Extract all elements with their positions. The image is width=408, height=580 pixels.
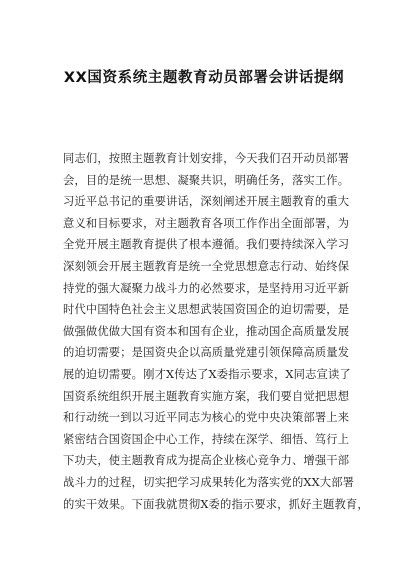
body-line: 下功夫，使主题教育成为提高企业核心竞争力、增强干部 xyxy=(63,454,350,468)
body-line: 展的迫切需要。刚才X传达了X委指示要求，X同志宣读了 xyxy=(63,367,351,381)
body-line: 全党开展主题教育提供了根本遵循。我们要持续深入学习 xyxy=(63,238,350,252)
body-line: 的迫切需要；是国资央企以高质量党建引领保障高质量发 xyxy=(63,346,350,360)
body-line: 持党的强大凝聚力战斗力的必然要求，是坚持用习近平新 xyxy=(63,281,350,295)
body-line: 时代中国特色社会主义思想武装国资国企的迫切需要，是 xyxy=(63,303,350,317)
body-line: 习近平总书记的重要讲话，深刻阐述开展主题教育的重大 xyxy=(63,195,350,209)
body-line: 会，目的是统一思想、凝聚共识，明确任务，落实工作。 xyxy=(63,173,350,187)
body-line: 战斗力的过程，切实把学习成果转化为落实党的XX大部署 xyxy=(63,475,355,489)
body-line: 做强做优做大国有资本和国有企业，推动国企高质量发展 xyxy=(63,324,350,338)
document-body xyxy=(63,148,369,515)
body-line: 紧密结合国资国企中心工作，持续在深学、细悟、笃行上 xyxy=(63,432,350,446)
body-line: 深刻领会开展主题教育是统一全党思想意志行动、始终保 xyxy=(63,259,350,273)
document-title: XX国资系统主题教育动员部署会讲话提纲 xyxy=(63,70,345,86)
body-line: 和行动统一到以习近平同志为核心的党中央决策部署上来 xyxy=(63,411,350,425)
body-line: 的实干效果。下面我就贯彻X委的指示要求，抓好主题教育， xyxy=(63,497,369,511)
body-line: 意义和目标要求，对主题教育各项工作作出全面部署，为 xyxy=(63,216,350,230)
body-line: 同志们，按照主题教育计划安排，今天我们召开动员部署 xyxy=(63,152,350,165)
body-line: 国资系统组织开展主题教育实施方案，我们要自觉把思想 xyxy=(63,389,350,403)
